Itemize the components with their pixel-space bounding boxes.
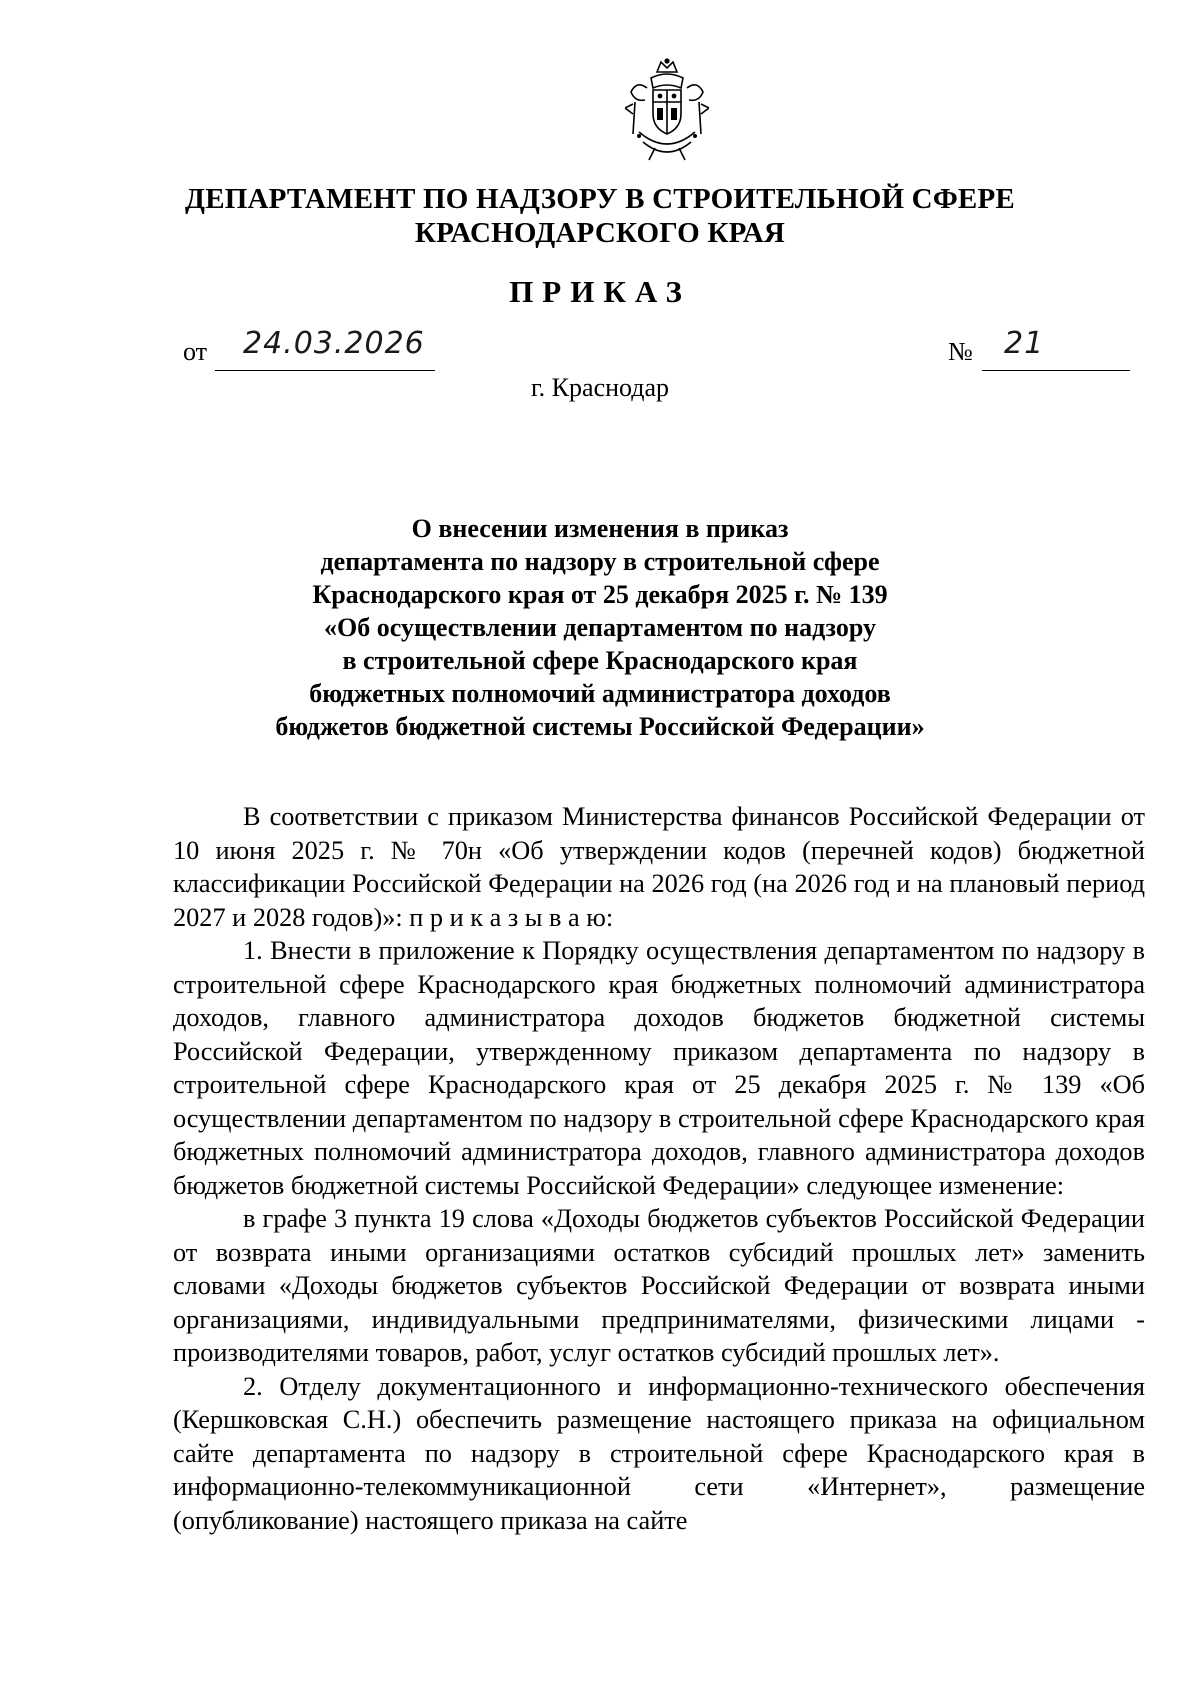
handwritten-number: 21	[1004, 326, 1045, 361]
body-paragraph-item-2: 2. Отделу документационного и информационно-технического обеспечения (Кершковская С.Н.) обеспечить размещение настоящего приказа на официальном сайте департамента по надзору в строительной сфере Краснодарского края в информационно-телекоммуникационной сети «Интернет», размещение (опубликование) настоящего приказа на сайте	[173, 1371, 1145, 1535]
subject-line: бюджетных полномочий администратора доходов	[309, 679, 891, 708]
number-field	[982, 326, 1130, 371]
coat-of-arms-emblem	[625, 58, 709, 162]
date-field	[215, 326, 435, 371]
number-label: №	[948, 337, 973, 366]
subject-line: О внесении изменения в приказ	[411, 514, 789, 543]
handwritten-date: 24.03.2026	[243, 326, 425, 361]
subject-line: департамента по надзору в строительной сфере	[320, 547, 880, 576]
body-paragraph-item-1: 1. Внести в приложение к Порядку осуществления департаментом по надзору в строительной сфере Краснодарского края бюджетных полномочий администратора доходов, главного администратора доходов бюджетов бюджетной системы Российской Федерации, утвержденному приказом департамента по надзору в строительной сфере Краснодарского края от 25 декабря 2025 г. № 139 «Об осуществлении департаментом по надзору в строительной сфере Краснодарского края бюджетных полномочий администратора доходов, главного администратора доходов бюджетов бюджетной системы Российской Федерации» следующее изменение:	[173, 936, 1145, 1200]
date-label: от	[183, 337, 208, 366]
number-row	[948, 326, 1045, 368]
body-paragraph-preamble: В соответствии с приказом Министерства финансов Российской Федерации от 10 июня 2025 г. № 70н «Об утверждении кодов (перечней кодов) бюджетной классификации Российской Федерации на 2026 год (на 2026 год и на плановый период 2027 и 2028 годов)»: п р и к а з ы в а ю:	[173, 802, 1145, 932]
subject-line: Краснодарского края от 25 декабря 2025 г. № 139	[312, 580, 888, 609]
subject-line: бюджетов бюджетной системы Российской Федерации»	[275, 712, 925, 741]
order-body	[173, 800, 1145, 1537]
document-type-title: ПРИКАЗ	[509, 274, 691, 309]
subject-line: в строительной сфере Краснодарского края	[342, 646, 858, 675]
city-name: г. Краснодар	[530, 373, 670, 402]
date-row	[183, 326, 425, 368]
order-subject	[0, 512, 1200, 743]
subject-line: «Об осуществлении департаментом по надзору	[324, 613, 876, 642]
department-name-line1: ДЕПАРТАМЕНТ ПО НАДЗОРУ В СТРОИТЕЛЬНОЙ СФЕРЕ	[185, 183, 1015, 215]
department-name-line2: КРАСНОДАРСКОГО КРАЯ	[414, 217, 786, 249]
body-paragraph-change: в графе 3 пункта 19 слова «Доходы бюджетов субъектов Российской Федерации от возврата иными организациями остатков субсидий прошлых лет» заменить словами «Доходы бюджетов субъектов Российской Федерации от возврата иными организациями, индивидуальными предпринимателями, физическими лицами - производителями товаров, работ, услуг остатков субсидий прошлых лет».	[173, 1204, 1145, 1367]
